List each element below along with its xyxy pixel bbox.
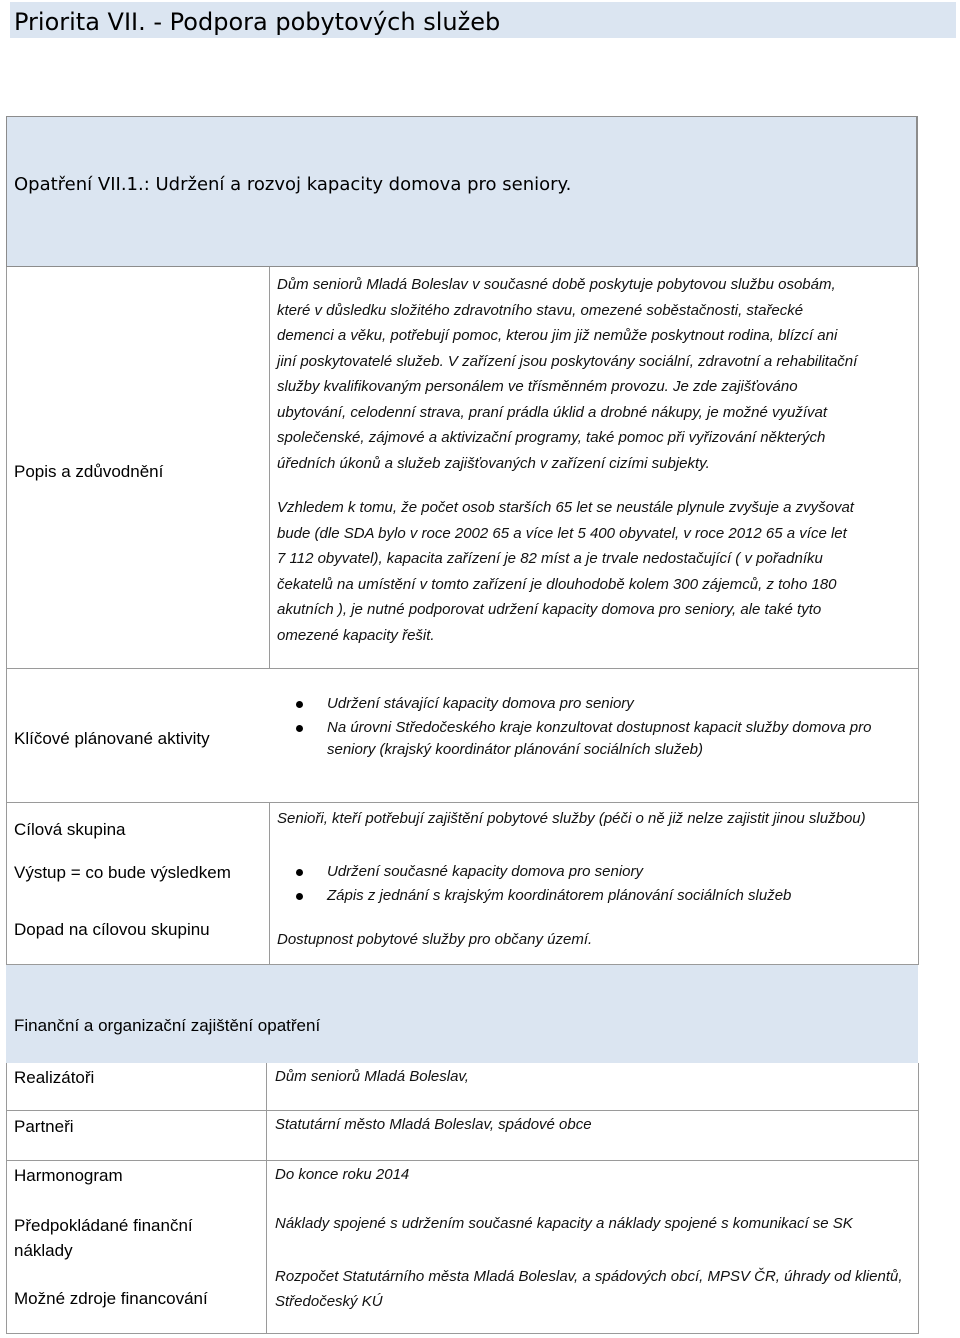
popis-line: jiní poskytovatelé služeb. V zařízení jsou poskytovány sociální, zdravotní a rehabilitační: [277, 352, 858, 370]
realizatori-label: Realizátoři: [14, 1068, 95, 1087]
row-divider-aktivity: [6, 668, 919, 669]
zdroje-value: Rozpočet Statutárního města Mladá Boleslav, a spádových obcí, MPSV ČR, úhrady od klientů, Středočeský KÚ: [275, 1268, 903, 1310]
fin-left-border: [6, 1063, 7, 1333]
popis-line: které v důsledku složitého zdravotního stavu, omezené soběstačnosti, stařecké: [277, 301, 804, 319]
bullet-icon: [296, 869, 303, 876]
column-divider-popis: [269, 267, 270, 669]
popis-line: Vzhledem k tomu, že počet osob starších 65 let se neustále plynule zvyšuje a zvyšovat: [277, 499, 854, 516]
vystup-label: Výstup = co bude výsledkem: [14, 863, 231, 882]
list-item: Na úrovni Středočeského kraje konzultovat dostupnost kapacit služby domova pro seniory (krajský koordinátor plánování sociálních služeb): [279, 717, 879, 761]
financni-title: Finanční a organizační zajištění opatření: [14, 1016, 321, 1035]
list-item: Udržení stávající kapacity domova pro seniory: [279, 693, 879, 715]
table-left-border: [6, 267, 7, 964]
popis-line: společenské, zájmové a aktivizační programy, také pomoc při vyřizování některých: [277, 429, 826, 446]
harmonogram-label: Harmonogram: [14, 1166, 123, 1185]
bullet-icon: [296, 701, 303, 708]
financni-header-box: [6, 965, 918, 1063]
row-divider-cilova: [6, 802, 919, 803]
naklady-value: Náklady spojené s udržením současné kapacity a náklady spojené s komunikací se SK: [275, 1215, 853, 1232]
popis-line: bude (dle SDA bylo v roce 2002 65 a více let 5 400 obyvatel, v roce 2012 65 a více let: [277, 524, 847, 542]
fin-row-divider: [6, 1110, 919, 1111]
popis-line: čekatelů na umístění v tomto zařízení je dlouhodobě kolem 300 zájemců, z toho 180: [277, 575, 837, 593]
realizatori-value: Dům seniorů Mladá Boleslav,: [275, 1068, 469, 1085]
popis-line: akutních ), je nutné podporovat udržení kapacity domova pro seniory, ale také tyto: [277, 601, 822, 618]
cilova-value: Senioři, kteří potřebují zajištění pobytové služby (péči o ně již nelze zajistit jinou službou): [277, 810, 866, 827]
priority-title: Priorita VII. - Podpora pobytových služeb: [14, 8, 501, 36]
popis-line: omezené kapacity řešit.: [277, 626, 435, 644]
column-divider-cilova: [269, 802, 270, 964]
list-item: Udržení současné kapacity domova pro seniory: [279, 861, 899, 883]
fin-bottom-border: [6, 1333, 919, 1334]
fin-right-border: [918, 1063, 919, 1333]
fin-column-divider: [266, 1063, 267, 1333]
popis-paragraph-1: [277, 272, 912, 476]
popis-paragraph-2: [277, 495, 912, 648]
popis-line: služby kvalifikovaným personálem ve třísměnném provozu. Je zde zajišťováno: [277, 378, 798, 395]
fin-row-divider: [6, 1160, 919, 1161]
cilova-label: Cílová skupina: [14, 820, 126, 839]
dopad-value: Dostupnost pobytové služby pro občany území.: [277, 931, 593, 948]
zdroje-label: Možné zdroje financování: [14, 1289, 208, 1308]
bullet-icon: [296, 725, 303, 732]
popis-line: úředních úkonů a služeb zajišťovaných v zařízení cizími subjekty.: [277, 454, 710, 472]
dopad-label: Dopad na cílovou skupinu: [14, 920, 210, 939]
popis-line: demenci a věku, potřebují pomoc, kterou jim již nemůže poskytnout rodina, blízcí ani: [277, 327, 838, 344]
list-item: Zápis z jednání s krajským koordinátorem plánování sociálních služeb: [279, 885, 899, 907]
vystup-list: [279, 861, 899, 907]
partneri-value: Statutární město Mladá Boleslav, spádové obce: [275, 1116, 592, 1133]
popis-label: Popis a zdůvodnění: [14, 462, 164, 481]
naklady-label: Předpokládané finanční náklady: [14, 1216, 193, 1260]
popis-line: ubytování, celodenní strava, praní prádla úklid a drobné nákupy, je možné využívat: [277, 403, 828, 421]
bullet-icon: [296, 893, 303, 900]
popis-line: 7 112 obyvatel), kapacita zařízení je 82 míst a je trvale nedostačující ( v pořadníku: [277, 550, 823, 567]
harmonogram-value: Do konce roku 2014: [275, 1166, 410, 1183]
measure-title: Opatření VII.1.: Udržení a rozvoj kapacity domova pro seniory.: [14, 174, 572, 195]
popis-line: Dům seniorů Mladá Boleslav v současné době poskytuje pobytovou službu osobám,: [277, 276, 836, 293]
partneri-label: Partneři: [14, 1117, 74, 1136]
table-right-border: [918, 267, 919, 964]
aktivity-list: [279, 693, 879, 761]
aktivity-label: Klíčové plánované aktivity: [14, 729, 210, 748]
